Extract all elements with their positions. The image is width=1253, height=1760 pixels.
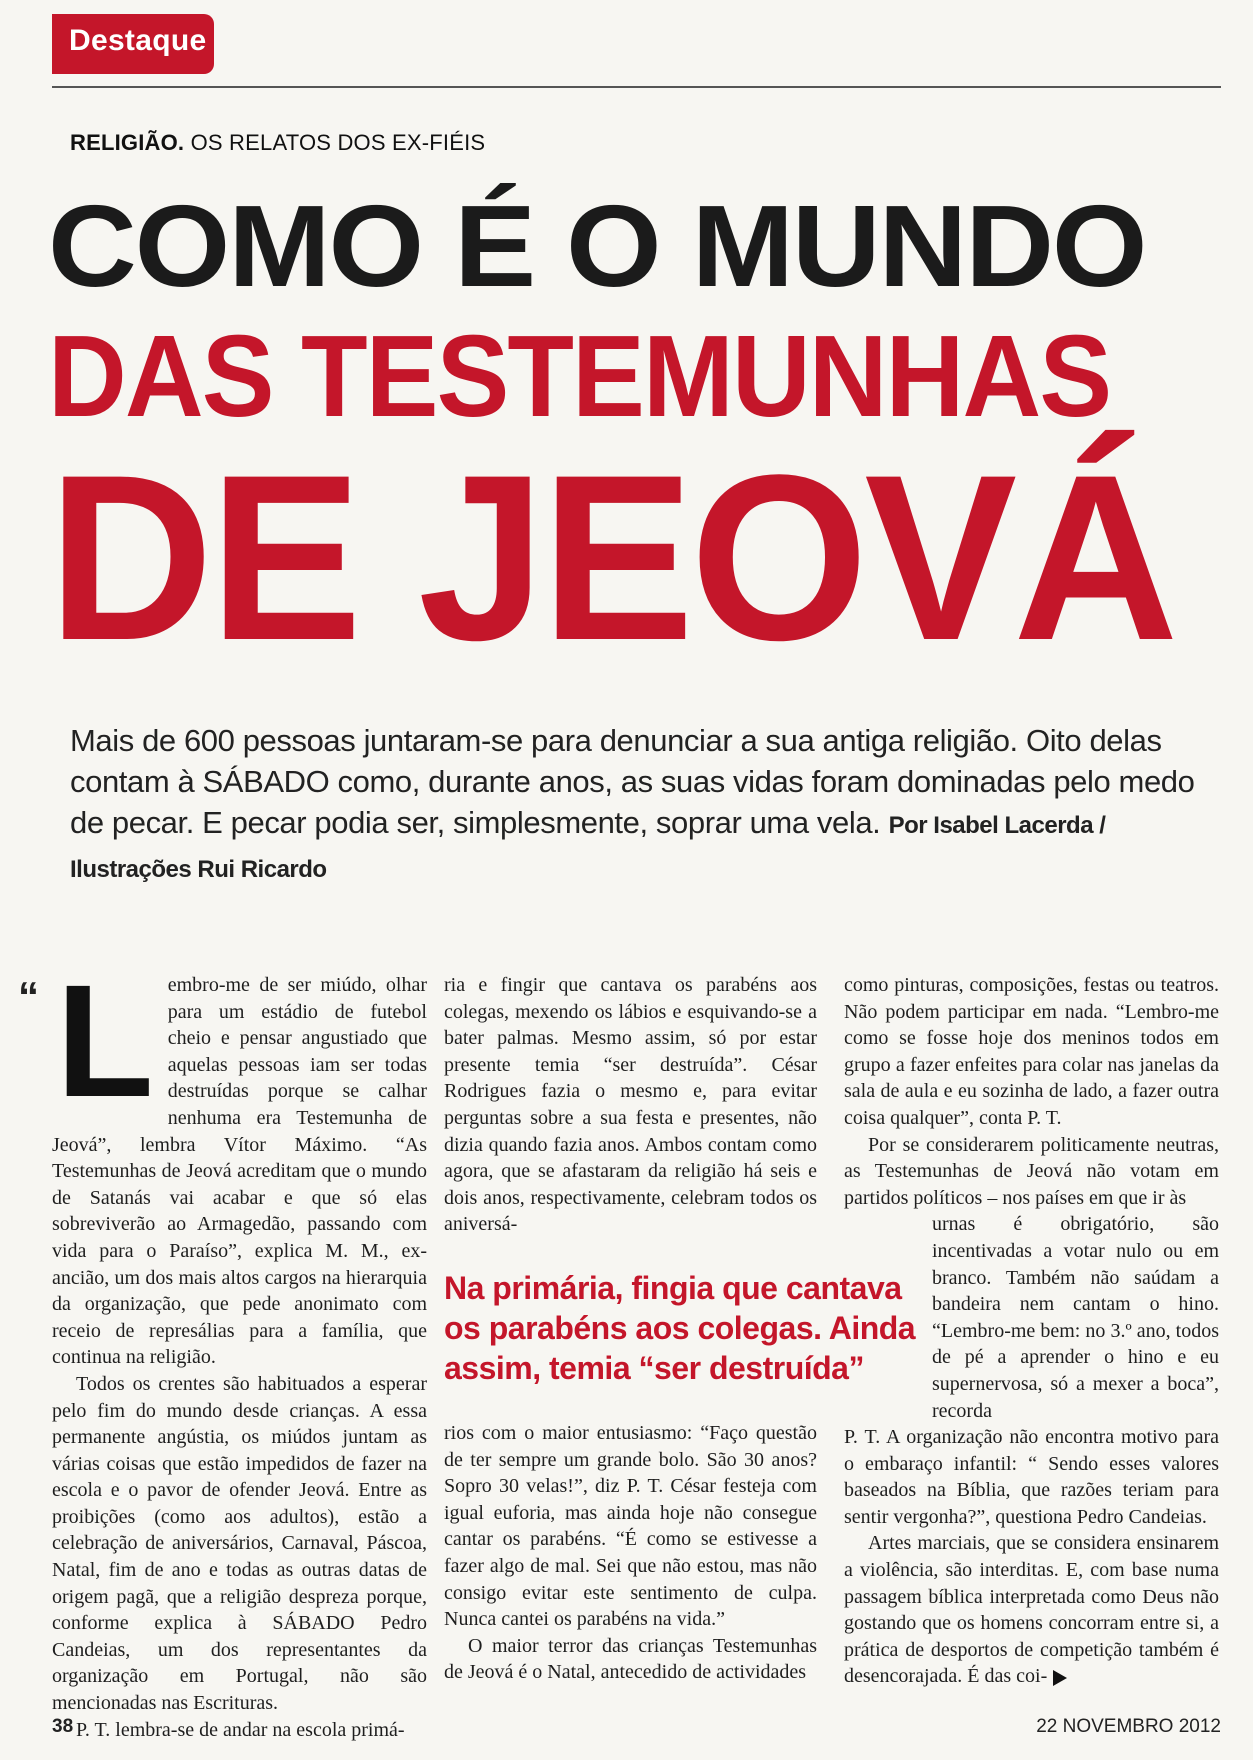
paragraph: ria e fingir que cantava os parabéns aos colegas, mexendo os lábios e esquivando-se a bater palmas. Mesmo assim, só por estar presente temia “ser destruída”. César Rodrigues fazia o mesmo e, para evitar perguntas sobre a sua festa e presentes, não dizia quando fazia anos. Ambos contam como agora, que se afastaram da religião há seis e dois anos, respectivamente, celebram todos os aniversá- bbox=[444, 974, 817, 1236]
paragraph: como pinturas, composições, festas ou teatros. Não podem participar em nada. “Lembro-me como se fosse hoje dos meninos todos em grupo a fazer enfeites para colar nas janelas da sala de aula e eu sozinha de lado, a fazer outra coisa qualquer”, conta P. T. bbox=[844, 974, 1219, 1129]
paragraph: O maior terror das crianças Testemunhas de Jeová é o Natal, antecedido de actividades bbox=[444, 1634, 817, 1684]
article-column-2-top bbox=[444, 972, 817, 1238]
section-label: Destaque bbox=[69, 24, 207, 57]
paragraph bbox=[844, 1530, 1219, 1690]
headline-line-2: DAS TESTEMUNHAS bbox=[48, 311, 1111, 441]
paragraph: rios com o maior entusiasmo: “Faço questão de ter sempre um grande bolo. São 30 anos? Sopro 30 velas!”, diz P. T. César festeja com igual euforia, mas ainda hoje não consegue cantar os parabéns. “É como se estivesse a fazer algo de mal. Sei que não estou, mas não consigo evitar este sentimento de culpa. Nunca cantei os parabéns na vida.” bbox=[444, 1422, 817, 1631]
drop-cap: L bbox=[56, 951, 154, 1130]
lede bbox=[70, 720, 1230, 890]
paragraph: Todos os crentes são habituados a esperar pelo fim do mundo desde crianças. A essa permanente angústia, os miúdos juntam as várias coisas que estão impedidos de fazer na escola e o pavor de ofender Jeová. Entre as proibições (como aos adultos), estão a celebração de aniversários, Carnaval, Páscoa, Natal, fim de ano e todas as outras datas de origem pagã, que a religião despreza porque, conforme explica à SÁBADO Pedro Candeias, um dos representantes da organização em Portugal, não são mencionadas nas Escrituras. bbox=[52, 1372, 427, 1715]
paragraph bbox=[52, 951, 427, 1371]
opening-quote-mark: “ bbox=[18, 973, 39, 1020]
kicker bbox=[70, 130, 485, 156]
byline: Por Isabel Lacerda / Ilustrações Rui Ricardo bbox=[70, 812, 1106, 883]
kicker-subtitle: OS RELATOS DOS EX-FIÉIS bbox=[190, 130, 486, 155]
paragraph: Por se considerarem politicamente neutras, as Testemunhas de Jeová não votam em partidos políticos – nos países em que ir às bbox=[844, 1133, 1219, 1209]
pull-quote: Na primária, fingia que cantava os parabéns aos colegas. Ainda assim, temia “ser destruída” bbox=[444, 1270, 916, 1386]
next-page-arrow-icon bbox=[1053, 1670, 1067, 1686]
article-column-2-bottom bbox=[444, 1420, 817, 1686]
issue-date: 22 NOVEMBRO 2012 bbox=[1036, 1716, 1221, 1737]
section-tab bbox=[52, 14, 214, 74]
article-column-1 bbox=[18, 951, 427, 1743]
paragraph: P. T. lembra-se de andar na escola primá- bbox=[76, 1718, 405, 1741]
paragraph-text: embro-me de ser miúdo, olhar para um estádio de futebol cheio e pensar angustiado que aquelas pessoas iam ser todas destruídas porque se calhar nenhuma era Testemunha de Jeová”, lembra Vítor Máximo. “As Testemunhas de Jeová acreditam que o mundo de Satanás vai acabar e que só elas sobreviverão ao Armagedão, passando com vida para o Paraíso”, explica M. M., ex-ancião, um dos mais altos cargos na hierarquia da organização, que pede anonimato com receio de represálias para a família, que continua na religião. bbox=[52, 974, 427, 1369]
headline-line-1: COMO É O MUNDO bbox=[48, 181, 1146, 311]
kicker-topic: RELIGIÃO. bbox=[70, 130, 185, 155]
top-divider bbox=[52, 86, 1221, 88]
lede-text: Mais de 600 pessoas juntaram-se para denunciar a sua antiga religião. Oito delas contam à SÁBADO como, durante anos, as suas vidas foram dominadas pelo medo de pecar. E pecar podia ser, simplesmente, soprar uma vela. bbox=[70, 723, 1195, 840]
article-column-3 bbox=[844, 972, 1219, 1690]
paragraph: P. T. A organização não encontra motivo para o embaraço infantil: “ Sendo esses valores baseados na Bíblia, que razões teriam para sentir vergonha?”, questiona Pedro Candeias. bbox=[844, 1426, 1219, 1528]
paragraph-text: Artes marciais, que se considera ensinarem a violência, são interditas. E, com base numa passagem bíblica interpretada como Deus não gostando que os homens concorram entre si, a prática de desportos de competição também é desencorajada. É das coi- bbox=[844, 1532, 1219, 1688]
paragraph-wrapped: urnas é obrigatório, são incentivadas a votar nulo ou em branco. Também não saúdam a bandeira nem cantam o hino. “Lembro-me bem: no 3.º ano, todos de pé a aprender o hino e eu supernervosa, só a mexer a boca”, recorda bbox=[932, 1213, 1219, 1422]
page-number: 38 bbox=[52, 1716, 74, 1737]
headline-line-3: DE JEOVÁ bbox=[48, 426, 1175, 690]
